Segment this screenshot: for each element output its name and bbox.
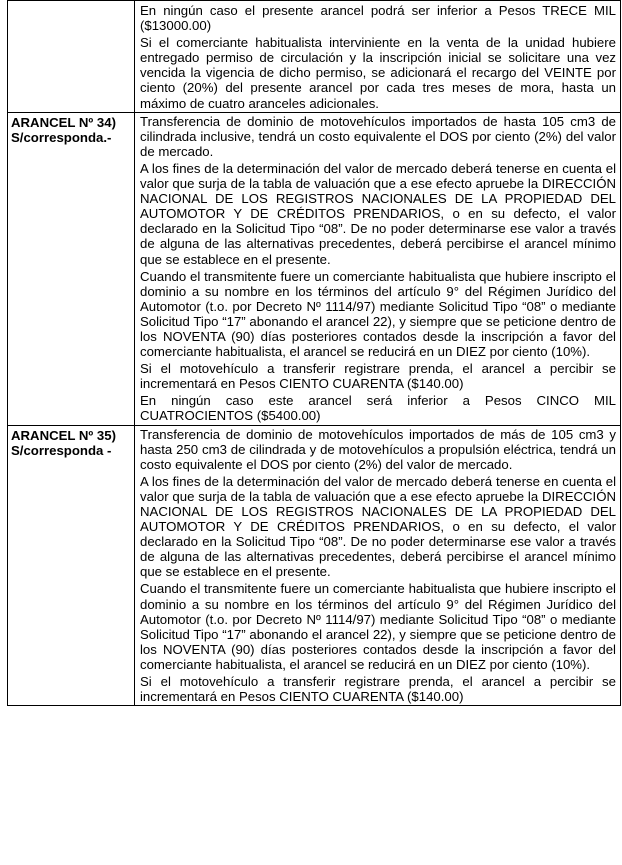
paragraph: Si el motovehículo a transferir registrare prenda, el arancel a percibir se incrementará en Pesos CIENTO CUARENTA ($140.00) (140, 674, 616, 705)
arancel-document (7, 0, 620, 706)
paragraph: En ningún caso el presente arancel podrá ser inferior a Pesos TRECE MIL ($13000.00) (140, 3, 616, 34)
table-row (8, 425, 621, 706)
arancel-label (8, 1, 135, 113)
arancel-label: ARANCEL Nº 35) S/corresponda - (8, 425, 135, 706)
arancel-content (135, 1, 621, 113)
arancel-table (7, 0, 621, 706)
paragraph: Cuando el transmitente fuere un comerciante habitualista que hubiere inscripto el dominio a su nombre en los términos del artículo 9° del Régimen Jurídico del Automotor (t.o. por Decreto Nº 1114/97) mediante Solicitud Tipo “08” o mediante Solicitud Tipo “17” abonando el arancel 22), y siempre que se peticione dentro de los NOVENTA (90) días posteriores contados desde la inscripción a favor del comerciante habitualista, el arancel se reducirá en un DIEZ por ciento (10%). (140, 581, 616, 672)
paragraph: Transferencia de dominio de motovehículos importados de hasta 105 cm3 de cilindrada inclusive, tendrá un costo equivalente el DOS por ciento (2%) del valor de mercado. (140, 113, 616, 159)
table-row (8, 1, 621, 113)
paragraph: En ningún caso este arancel será inferior a Pesos CINCO MIL CUATROCIENTOS ($5400.00) (140, 393, 616, 424)
paragraph: Transferencia de dominio de motovehículos importados de más de 105 cm3 y hasta 250 cm3 de cilindrada y de motovehículos a propulsión eléctrica, tendrá un costo equivalente el DOS por ciento (2%) del valor de mercado. (140, 426, 616, 472)
paragraph: Cuando el transmitente fuere un comerciante habitualista que hubiere inscripto el dominio a su nombre en los términos del artículo 9° del Régimen Jurídico del Automotor (t.o. por Decreto Nº 1114/97) mediante Solicitud Tipo “08” o mediante Solicitud Tipo “17” abonando el arancel 22), y siempre que se peticione dentro de los NOVENTA (90) días posteriores contados desde la inscripción a favor del comerciante habitualista, el arancel se reducirá en un DIEZ por ciento (10%). (140, 268, 616, 360)
arancel-content (135, 112, 621, 425)
paragraph: A los fines de la determinación del valor de mercado deberá tenerse en cuenta el valor que surja de la tabla de valuación que a ese efecto apruebe la DIRECCIÓN NACIONAL DE LOS REGISTROS NACIONALES DE LA PROPIEDAD DEL AUTOMOTOR Y DE CRÉDITOS PRENDARIOS, o en su defecto, el valor declarado en la Solicitud Tipo “08”. De no poder determinarse ese valor a través de alguna de las alternativas precedentes, deberá percibirse el arancel mínimo que se establece en el presente. (140, 473, 616, 580)
paragraph: Si el motovehículo a transferir registrare prenda, el arancel a percibir se incrementará en Pesos CIENTO CUARENTA ($140.00) (140, 361, 616, 392)
arancel-content (135, 425, 621, 706)
table-row (8, 112, 621, 425)
paragraph: A los fines de la determinación del valor de mercado deberá tenerse en cuenta el valor que surja de la tabla de valuación que a ese efecto apruebe la DIRECCIÓN NACIONAL DE LOS REGISTROS NACIONALES DE LA PROPIEDAD DEL AUTOMOTOR Y DE CRÉDITOS PRENDARIOS, o en su defecto, el valor declarado en la Solicitud Tipo “08”. De no poder determinarse ese valor a través de alguna de las alternativas precedentes, deberá percibirse el arancel mínimo que se establece en el presente. (140, 160, 616, 267)
paragraph: Si el comerciante habitualista interviniente en la venta de la unidad hubiere entregado permiso de circulación y la inscripción inicial se solicitare una vez vencida la vigencia de dicho permiso, se adicionará el recargo del VEINTE por ciento (20%) del presente arancel por cada tres meses de mora, hasta un máximo de cuatro aranceles adicionales. (140, 35, 616, 111)
arancel-label: ARANCEL Nº 34) S/corresponda.- (8, 112, 135, 425)
